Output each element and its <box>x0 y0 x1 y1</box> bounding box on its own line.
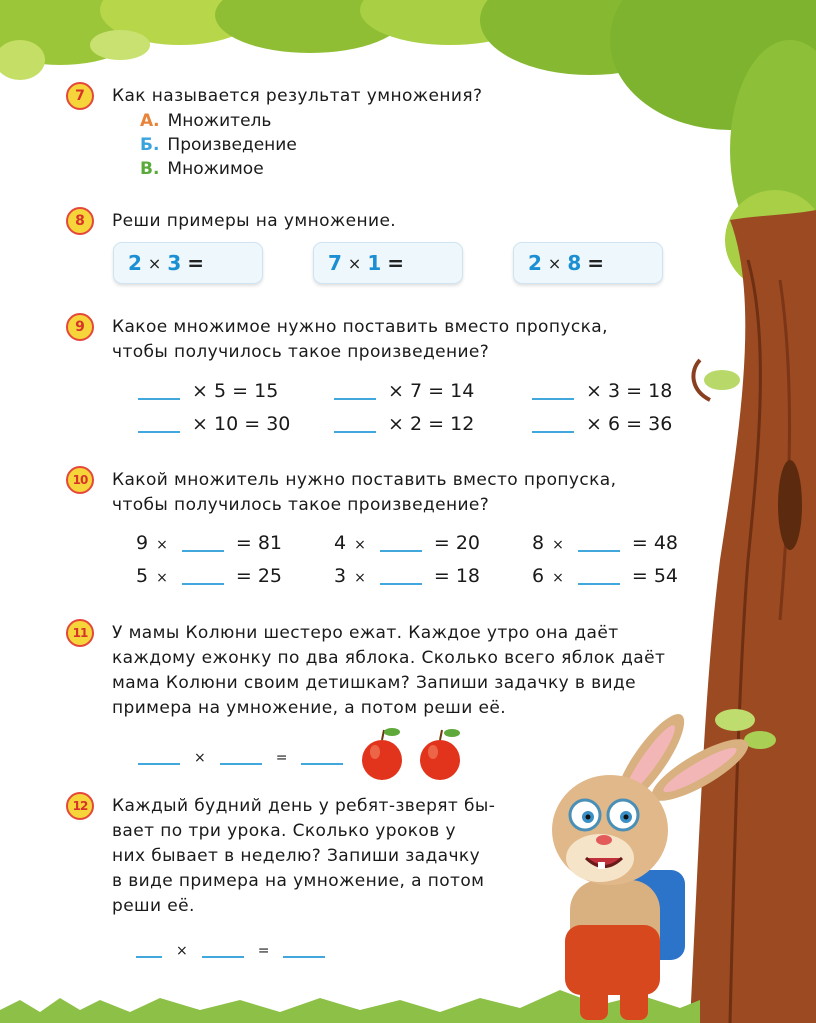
multiplication-answer-box[interactable] <box>113 242 263 284</box>
answer-blank[interactable] <box>334 384 376 400</box>
option-text: Множитель <box>167 111 272 131</box>
equation-result: = 54 <box>631 565 679 587</box>
equation-factor: × 6 <box>586 413 621 435</box>
equation-result: = 48 <box>631 532 679 554</box>
question-8-text: Реши примеры на умножение. <box>112 211 397 231</box>
option-letter: Б. <box>140 135 160 155</box>
equation <box>526 413 672 435</box>
question-11-line: У мамы Колюни шестеро ежат. Каждое утро она даёт <box>112 623 619 643</box>
answer-blank[interactable] <box>578 536 620 552</box>
equation <box>328 380 474 402</box>
answer-blank[interactable] <box>380 569 422 585</box>
question-12-line: реши её. <box>112 896 195 916</box>
question-10-line: чтобы получилось такое произведение? <box>112 495 490 515</box>
multiplication-answer-box[interactable] <box>513 242 663 284</box>
question-12-line: них бывает в неделю? Запиши задачку <box>112 846 481 866</box>
answer-blank[interactable] <box>301 749 343 765</box>
answer-blank[interactable] <box>380 536 422 552</box>
answer-blank[interactable] <box>334 417 376 433</box>
equation <box>526 380 672 402</box>
question-9-line: чтобы получилось такое произведение? <box>112 342 490 362</box>
equation <box>132 380 278 402</box>
option-letter: В. <box>140 159 160 179</box>
equation <box>334 565 480 587</box>
question-number-badge: 11 <box>66 619 94 647</box>
answer-blank[interactable] <box>182 536 224 552</box>
question-12-line: Каждый будний день у ребят-зверят бы- <box>112 796 496 816</box>
factor: 2 <box>128 251 142 275</box>
answer-blank[interactable] <box>138 384 180 400</box>
answer-option-c[interactable] <box>140 159 264 179</box>
equation-factor: 6 <box>532 565 545 587</box>
equation-factor: 5 <box>136 565 149 587</box>
equation <box>132 413 290 435</box>
answer-equation <box>130 940 331 960</box>
answer-blank[interactable] <box>220 749 262 765</box>
equation-factor: 3 <box>334 565 347 587</box>
equals-sign: = <box>187 251 205 275</box>
factor: 2 <box>528 251 542 275</box>
times-sign: × <box>156 570 168 586</box>
equals-sign: = <box>587 251 605 275</box>
answer-blank[interactable] <box>138 749 180 765</box>
times-sign: × <box>194 750 206 766</box>
question-11-line: каждому ежонку по два яблока. Сколько всего яблок даёт <box>112 648 666 668</box>
equation-result: = 20 <box>433 532 481 554</box>
equals-sign: = <box>275 750 288 766</box>
equation-result: = 12 <box>428 413 475 435</box>
equation <box>334 532 480 554</box>
equation <box>136 532 282 554</box>
answer-option-b[interactable] <box>140 135 297 155</box>
question-number-badge: 9 <box>66 313 94 341</box>
times-sign: × <box>354 570 366 586</box>
factor: 3 <box>167 251 182 275</box>
question-12-line: вает по три урока. Сколько уроков у <box>112 821 456 841</box>
equation <box>532 532 678 554</box>
equation-factor: × 10 <box>192 413 239 435</box>
apples-illustration <box>362 728 460 780</box>
option-text: Множимое <box>167 159 264 179</box>
times-sign: × <box>354 537 366 553</box>
question-9-line: Какое множимое нужно поставить вместо пропуска, <box>112 317 608 337</box>
equation-result: = 25 <box>235 565 283 587</box>
times-sign: × <box>176 943 188 959</box>
option-text: Произведение <box>167 135 297 155</box>
answer-option-a[interactable] <box>140 111 271 131</box>
equation-result: = 15 <box>232 380 279 402</box>
equals-sign: = <box>387 251 405 275</box>
equation-result: = 18 <box>433 565 481 587</box>
answer-blank[interactable] <box>578 569 620 585</box>
times-sign: × <box>552 537 564 553</box>
factor: 1 <box>367 251 382 275</box>
equation-result: = 30 <box>244 413 291 435</box>
question-11-line: мама Колюни своим детишкам? Запиши задачку в виде <box>112 673 636 693</box>
option-letter: А. <box>140 111 160 131</box>
equation-result: = 36 <box>626 413 673 435</box>
question-12-line: в виде примера на умножение, а потом <box>112 871 485 891</box>
answer-blank[interactable] <box>202 942 244 958</box>
factor: 8 <box>567 251 582 275</box>
answer-equation <box>132 747 349 767</box>
multiplication-answer-box[interactable] <box>313 242 463 284</box>
answer-blank[interactable] <box>182 569 224 585</box>
equation-result: = 81 <box>235 532 283 554</box>
equation-factor: × 5 <box>192 380 227 402</box>
equation <box>532 565 678 587</box>
answer-blank[interactable] <box>532 384 574 400</box>
answer-blank[interactable] <box>283 942 325 958</box>
times-sign: × <box>156 537 168 553</box>
equals-sign: = <box>257 943 270 959</box>
answer-blank[interactable] <box>136 942 162 958</box>
answer-blank[interactable] <box>532 417 574 433</box>
equation-factor: × 7 <box>388 380 423 402</box>
equation <box>136 565 282 587</box>
question-number-badge: 12 <box>66 792 94 820</box>
factor: 7 <box>328 251 342 275</box>
equation-factor: × 3 <box>586 380 621 402</box>
times-sign: × <box>552 570 564 586</box>
question-11-line: примера на умножение, а потом реши её. <box>112 698 507 718</box>
equation-factor: 8 <box>532 532 545 554</box>
times-sign: × <box>547 253 562 273</box>
question-number-badge: 10 <box>66 466 94 494</box>
equation <box>328 413 474 435</box>
tree-trunk <box>690 210 816 1023</box>
equation-factor: 9 <box>136 532 149 554</box>
answer-blank[interactable] <box>138 417 180 433</box>
equation-factor: 4 <box>334 532 347 554</box>
times-sign: × <box>347 253 362 273</box>
question-number-badge: 7 <box>66 82 94 110</box>
equation-result: = 14 <box>428 380 475 402</box>
question-number-badge: 8 <box>66 207 94 235</box>
times-sign: × <box>147 253 162 273</box>
question-10-line: Какой множитель нужно поставить вместо пропуска, <box>112 470 617 490</box>
equation-factor: × 2 <box>388 413 423 435</box>
equation-result: = 18 <box>626 380 673 402</box>
question-7-text: Как называется результат умножения? <box>112 86 483 106</box>
